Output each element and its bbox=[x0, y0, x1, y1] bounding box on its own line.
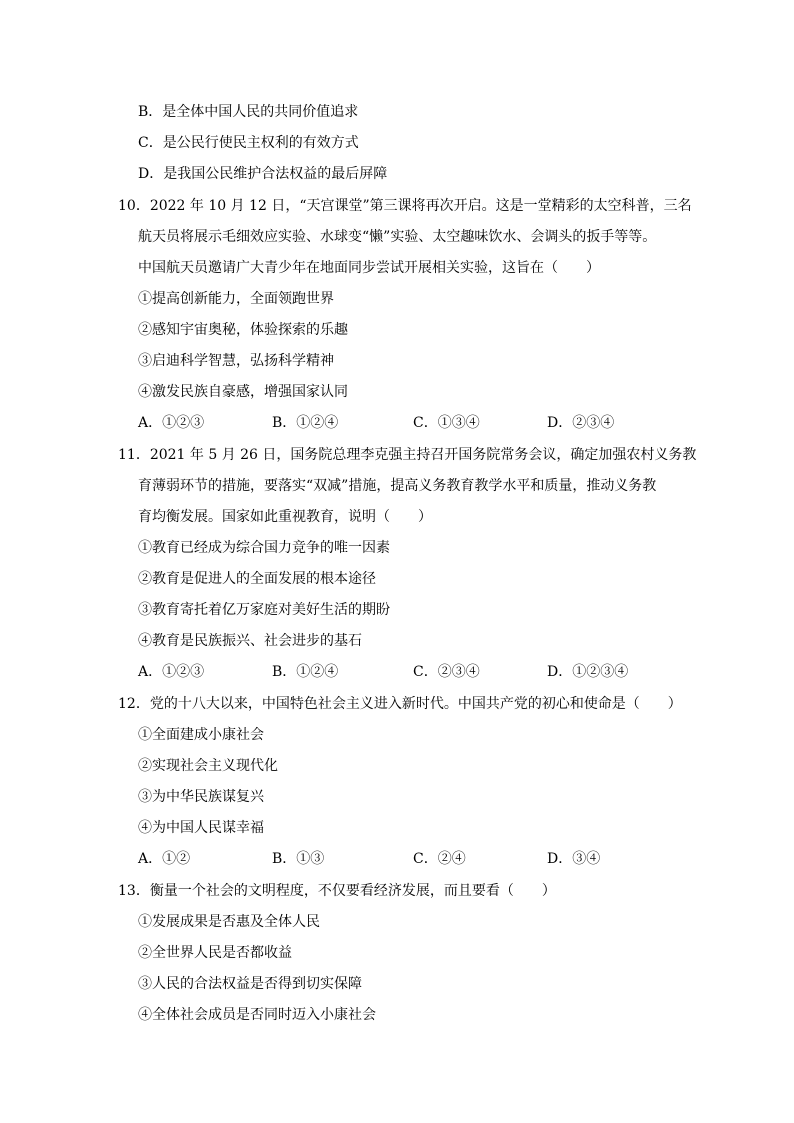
q12-option-d: D．③④ bbox=[547, 851, 601, 867]
q10-option-a: A．①②③ bbox=[138, 415, 205, 431]
q11-option-c: C．②③④ bbox=[413, 664, 480, 680]
q10-options bbox=[138, 413, 698, 433]
q11-option-a: A．①②③ bbox=[138, 664, 205, 680]
q9-option-d: D．是我国公民维护合法权益的最后屏障 bbox=[138, 166, 388, 182]
q11-item-1: ①教育已经成为综合国力竞争的唯一因素 bbox=[138, 540, 390, 556]
q10-item-2: ②感知宇宙奥秘，体验探索的乐趣 bbox=[138, 322, 348, 338]
q10-item-1: ①提高创新能力，全面领跑世界 bbox=[138, 291, 334, 307]
q10-item-4: ④激发民族自豪感，增强国家认同 bbox=[138, 384, 348, 400]
q10-stem-line-1: 10．2022 年 10 月 12 日，“天宫课堂”第三课将再次开启。这是一堂精彩的太空科普，三名 bbox=[118, 198, 692, 214]
q11-stem-line-2: 育薄弱环节的措施，要落实“双减”措施，提高义务教育教学水平和质量，推动义务教 bbox=[138, 478, 657, 494]
q11-option-b: B．①②④ bbox=[272, 664, 339, 680]
q12-options bbox=[138, 849, 698, 869]
q10-item-3: ③启迪科学智慧，弘扬科学精神 bbox=[138, 353, 334, 369]
q12-item-4: ④为中国人民谋幸福 bbox=[138, 820, 264, 836]
q13-item-1: ①发展成果是否惠及全体人民 bbox=[138, 914, 320, 930]
q10-option-c: C．①③④ bbox=[413, 415, 480, 431]
q11-option-d: D．①②③④ bbox=[547, 664, 629, 680]
q12-item-1: ①全面建成小康社会 bbox=[138, 727, 264, 743]
q9-option-c: C．是公民行使民主权利的有效方式 bbox=[138, 135, 359, 151]
q11-item-3: ③教育寄托着亿万家庭对美好生活的期盼 bbox=[138, 602, 390, 618]
q9-option-b: B．是全体中国人民的共同价值追求 bbox=[138, 104, 359, 120]
q10-option-b: B．①②④ bbox=[272, 415, 339, 431]
q10-stem-line-2: 航天员将展示毛细效应实验、水球变“懒”实验、太空趣味饮水、会调头的扳手等等。 bbox=[138, 229, 657, 245]
q13-item-3: ③人民的合法权益是否得到切实保障 bbox=[138, 976, 362, 992]
q12-item-3: ③为中华民族谋复兴 bbox=[138, 789, 264, 805]
q11-options bbox=[138, 662, 698, 682]
q11-item-2: ②教育是促进人的全面发展的根本途径 bbox=[138, 571, 376, 587]
q11-item-4: ④教育是民族振兴、社会进步的基石 bbox=[138, 633, 362, 649]
q10-stem-line-3: 中国航天员邀请广大青少年在地面同步尝试开展相关实验，这旨在（ ） bbox=[138, 260, 600, 276]
q13-stem-line-1: 13．衡量一个社会的文明程度，不仅要看经济发展，而且要看（ ） bbox=[118, 883, 556, 899]
q12-option-b: B．①③ bbox=[272, 851, 325, 867]
q13-item-2: ②全世界人民是否都收益 bbox=[138, 945, 292, 961]
q13-item-4: ④全体社会成员是否同时迈入小康社会 bbox=[138, 1007, 376, 1023]
q11-stem-line-3: 育均衡发展。国家如此重视教育，说明（ ） bbox=[138, 509, 432, 525]
q12-stem-line-1: 12．党的十八大以来，中国特色社会主义进入新时代。中国共产党的初心和使命是（ ） bbox=[118, 696, 682, 712]
q12-item-2: ②实现社会主义现代化 bbox=[138, 758, 278, 774]
q12-option-a: A．①② bbox=[138, 851, 191, 867]
q11-stem-line-1: 11．2021 年 5 月 26 日，国务院总理李克强主持召开国务院常务会议，确定加强农村义务教 bbox=[118, 447, 697, 463]
q10-option-d: D．②③④ bbox=[547, 415, 615, 431]
q12-option-c: C．②④ bbox=[413, 851, 466, 867]
